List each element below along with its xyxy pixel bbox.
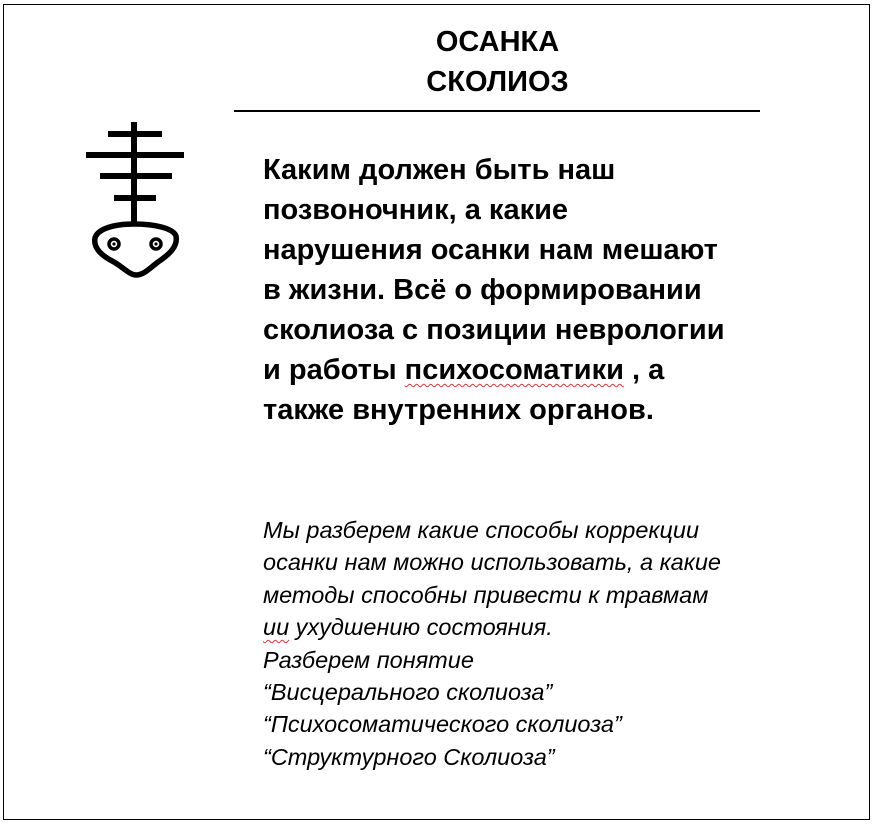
lead-text: и работы [263, 354, 405, 386]
body-line: “Структурного Сколиоза” [263, 743, 555, 770]
page-title [235, 22, 760, 102]
spine-icon [84, 122, 188, 280]
body-line [263, 611, 823, 643]
body-paragraph [263, 514, 823, 773]
body-line: осанки нам можно использовать, а какие [263, 549, 721, 576]
body-line: Разберем понятие [263, 646, 474, 673]
body-line: методы способны привести к травмам [263, 581, 709, 608]
lead-paragraph [263, 150, 803, 430]
spellcheck-word: психосоматики [404, 354, 624, 386]
body-line: “Висцерального сколиоза” [263, 679, 553, 706]
lead-line: сколиоза с позиции неврологии [263, 314, 725, 346]
lead-text: , а [623, 354, 665, 386]
title-line-1: ОСАНКА [435, 26, 560, 58]
lead-line: также внутренних органов. [263, 394, 654, 426]
spellcheck-word: ии [263, 614, 290, 641]
title-divider [234, 110, 760, 112]
lead-line: нарушения осанки нам мешают [263, 234, 718, 266]
title-line-2: СКОЛИОЗ [426, 66, 569, 98]
lead-line: Каким должен быть наш [263, 154, 616, 186]
lead-line [263, 350, 803, 390]
body-line: “Психосоматического сколиоза” [263, 711, 622, 738]
lead-line: в жизни. Всё о формировании [263, 274, 702, 306]
body-line: Мы разберем какие способы коррекции [263, 517, 700, 543]
body-text: ухудшению состояния. [289, 614, 553, 641]
lead-line: позвоночник, а какие [263, 194, 569, 226]
